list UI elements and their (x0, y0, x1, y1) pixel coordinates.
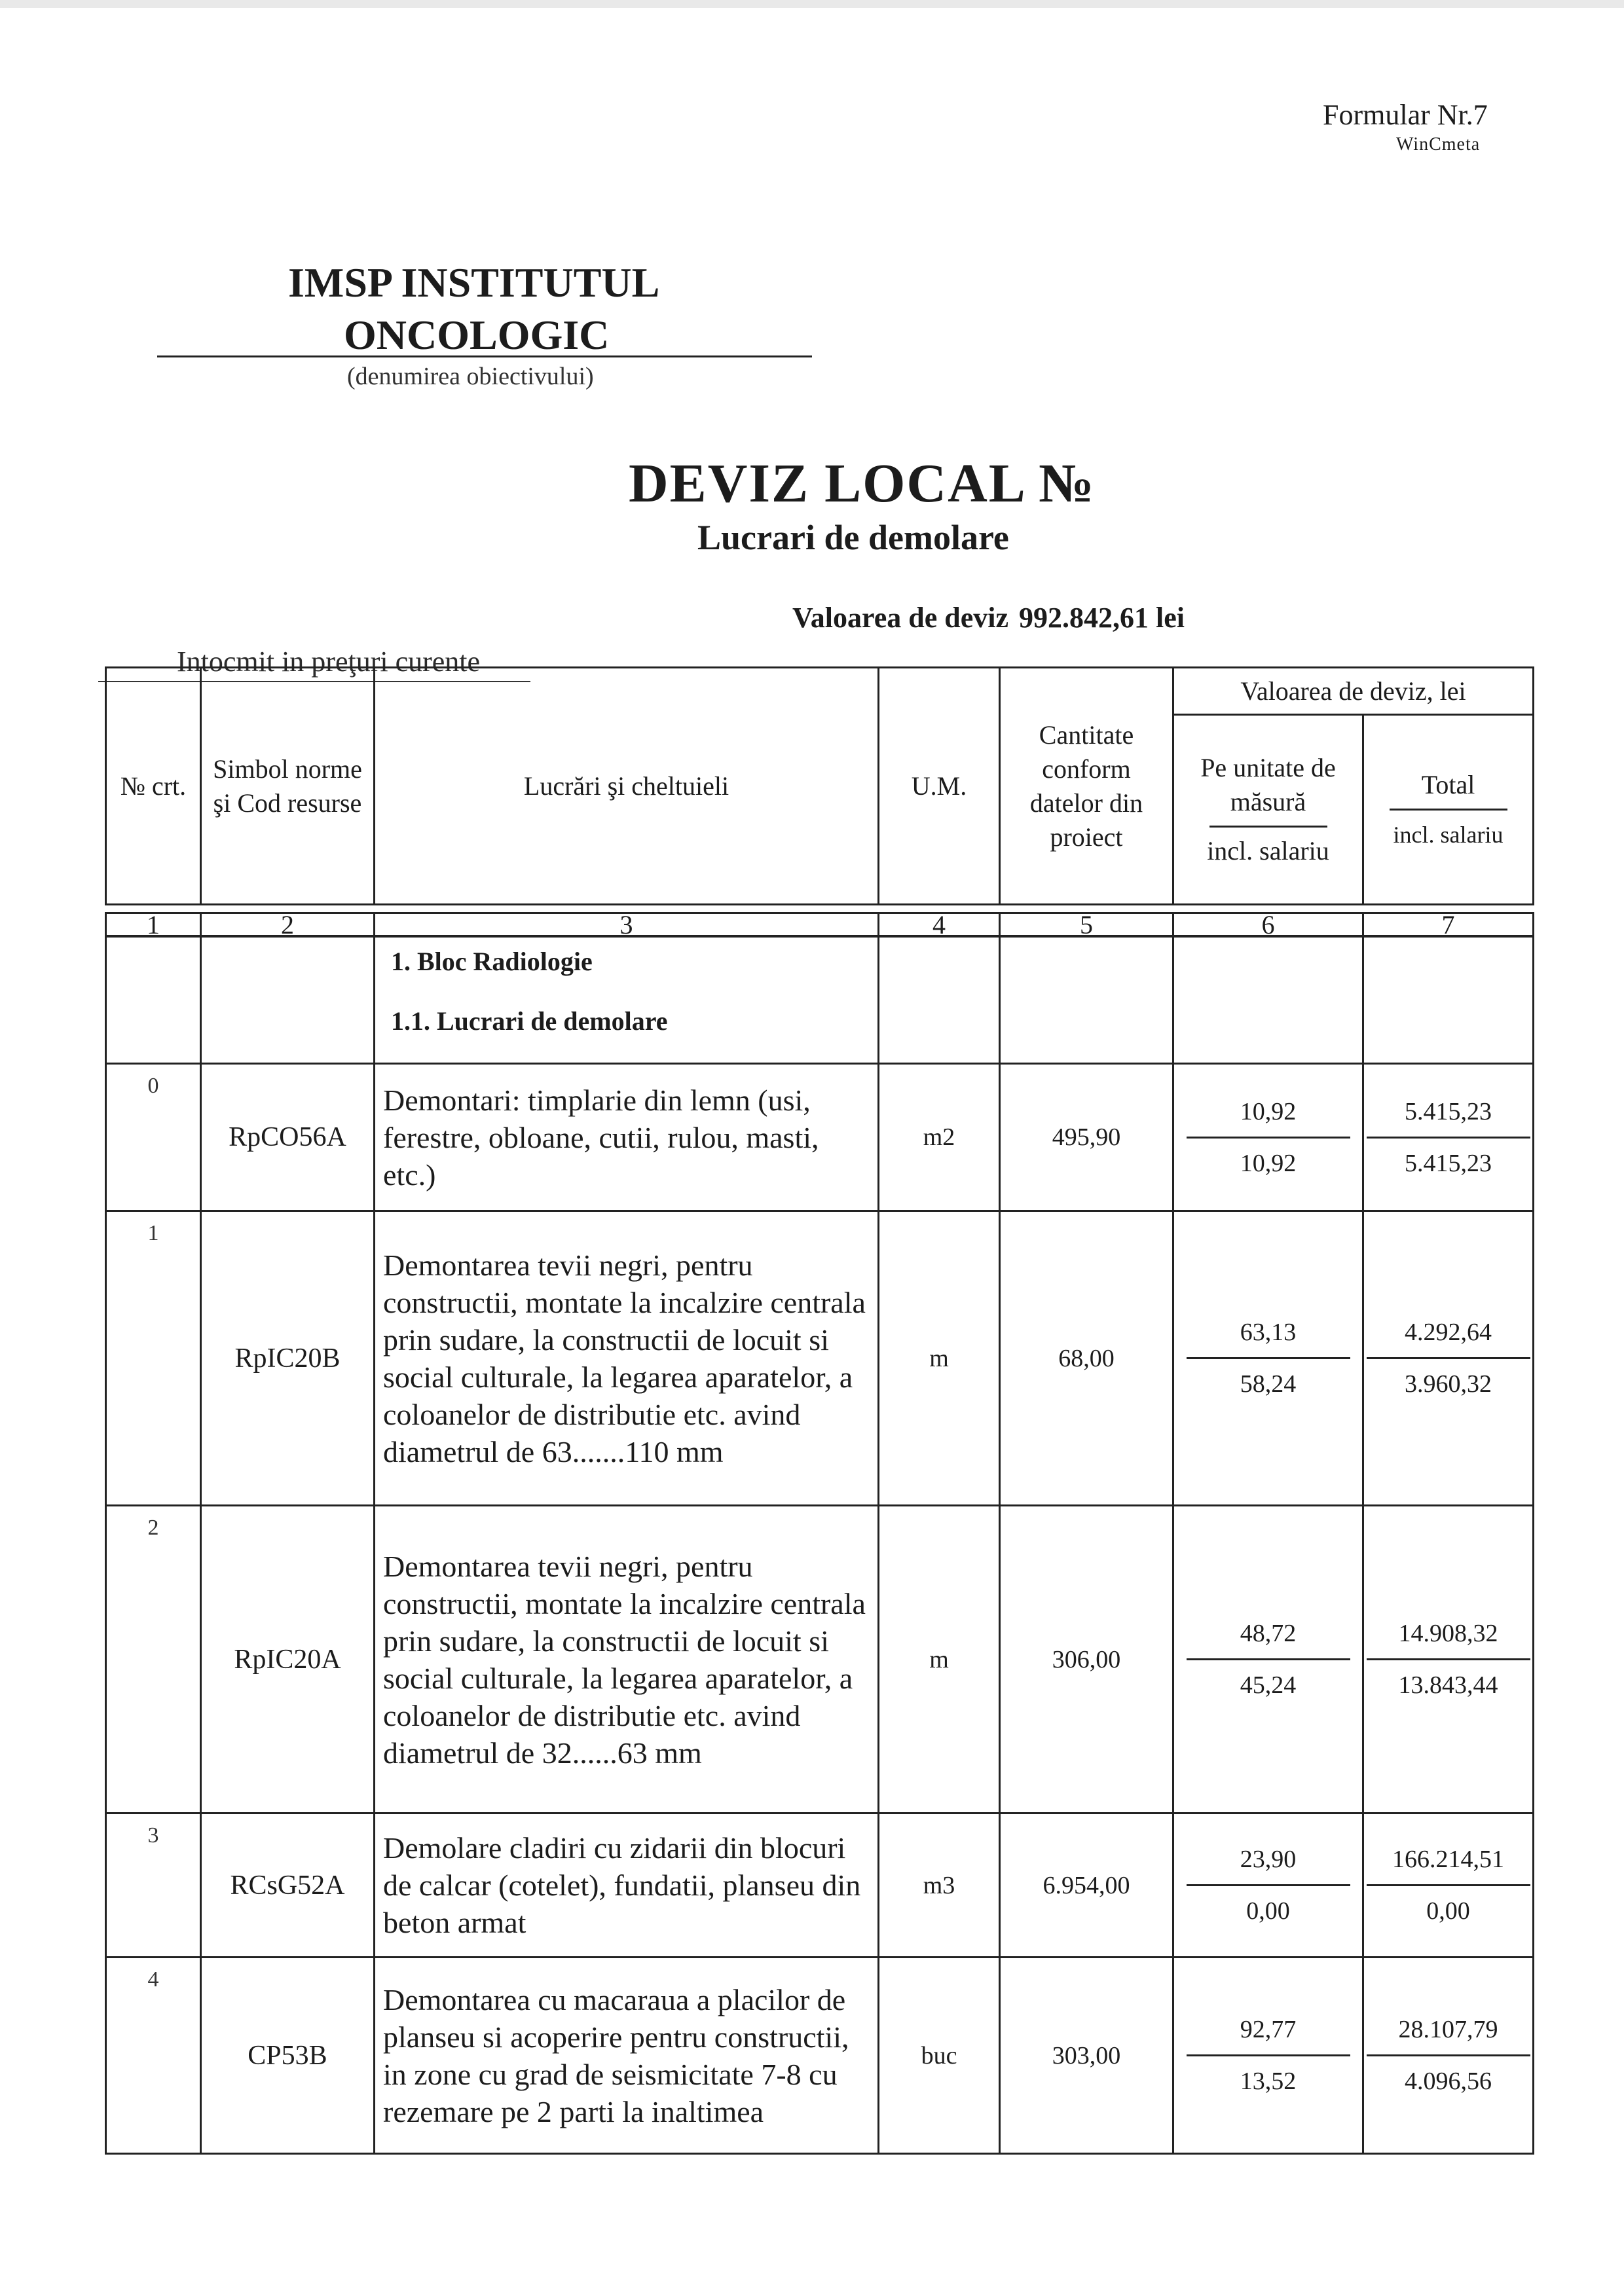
fraction-bar (1367, 1658, 1530, 1660)
total-value: 28.107,79 (1398, 2016, 1498, 2043)
column-number-row (105, 910, 1532, 939)
object-underline (157, 355, 812, 357)
header-symbol: Simbol norme şi Cod resurse (201, 668, 375, 905)
total-value: 166.214,51 (1392, 1846, 1504, 1873)
object-caption: (denumirea obiectivului) (347, 363, 594, 390)
header-total-incl: incl. salariu (1393, 822, 1504, 848)
column-number: 2 (201, 913, 375, 937)
unit-salary: 10,92 (1240, 1149, 1297, 1177)
form-number (1323, 98, 1519, 155)
total-salary: 3.960,32 (1405, 1370, 1492, 1398)
row-description: Demontarea tevii negri, pentru constructii, montate la incalzire centrala prin sudare, la constructii de locuit si social culturale, la legarea aparatelor, a coloanelor de distributie etc. avind diametrul de 32......63 mm (375, 1506, 879, 1813)
fraction-bar (1187, 2054, 1350, 2056)
table-row (106, 1064, 1534, 1211)
row-um: buc (879, 1958, 1000, 2154)
estimate-value (792, 601, 1185, 634)
software-name: WinCmeta (1396, 134, 1481, 155)
row-symbol: RCsG52A (201, 1813, 375, 1958)
row-description: Demontarea cu macaraua a placilor de planseu si acoperire pentru constructii, in zone cu grad de seismicitate 7-8 cu rezemare pe 2 parti la inaltimea (375, 1958, 879, 2154)
row-total-value (1363, 1506, 1534, 1813)
header-unit-incl: incl. salariu (1207, 836, 1329, 866)
unit-salary: 0,00 (1246, 1897, 1290, 1925)
row-unit-value (1173, 1211, 1363, 1506)
row-nr: 3 (106, 1813, 201, 1958)
section-subtitle: 1.1. Lucrari de demolare (391, 1006, 668, 1036)
table-row (106, 1211, 1534, 1506)
unit-salary: 58,24 (1240, 1370, 1297, 1398)
object-name-line1: IMSP INSTITUTUL (288, 259, 660, 306)
unit-value: 63,13 (1240, 1319, 1297, 1346)
unit-salary: 45,24 (1240, 1671, 1297, 1699)
fraction-bar (1367, 1357, 1530, 1359)
row-um: m (879, 1506, 1000, 1813)
total-value: 5.415,23 (1405, 1097, 1492, 1125)
row-unit-value (1173, 1813, 1363, 1958)
prices-note: Intocmit in preţuri curente (177, 646, 481, 678)
unit-salary: 13,52 (1240, 2068, 1297, 2095)
form-title: Formular Nr.7 (1323, 99, 1488, 131)
table-row (106, 1958, 1534, 2154)
header-um: U.M. (879, 668, 1000, 905)
header-quantity: Cantitate conform datelor din proiect (1000, 668, 1173, 905)
header-unit (1173, 715, 1363, 905)
header-value-group: Valoarea de deviz, lei (1173, 668, 1534, 715)
header-total-rule (1390, 809, 1507, 811)
fraction-bar (1367, 1137, 1530, 1139)
row-unit-value (1173, 1958, 1363, 2154)
column-number: 1 (106, 913, 201, 937)
row-um: m3 (879, 1813, 1000, 1958)
row-total-value (1363, 1813, 1534, 1958)
total-salary: 13.843,44 (1398, 1671, 1498, 1699)
row-quantity: 6.954,00 (1000, 1813, 1173, 1958)
row-symbol: CP53B (201, 1958, 375, 2154)
row-quantity: 495,90 (1000, 1064, 1173, 1211)
row-symbol: RpCO56A (201, 1064, 375, 1211)
row-um: m2 (879, 1064, 1000, 1211)
fraction-bar (1187, 1137, 1350, 1139)
fraction-bar (1187, 1658, 1350, 1660)
unit-value: 48,72 (1240, 1620, 1297, 1647)
column-number: 6 (1173, 913, 1363, 937)
row-quantity: 68,00 (1000, 1211, 1173, 1506)
header-total (1363, 715, 1534, 905)
row-description: Demontari: timplarie din lemn (usi, ferestre, obloane, cutii, rulou, masti, etc.) (375, 1064, 879, 1211)
column-number: 3 (375, 913, 879, 937)
row-description: Demolare cladiri cu zidarii din blocuri de calcar (cotelet), fundatii, planseu din beton armat (375, 1813, 879, 1958)
row-quantity: 306,00 (1000, 1506, 1173, 1813)
row-unit-value (1173, 1506, 1363, 1813)
row-total-value (1363, 1064, 1534, 1211)
header-nr: № crt. (106, 668, 201, 905)
header-unit-rule (1209, 826, 1327, 828)
section-heading (375, 936, 879, 1064)
table-header (105, 666, 1534, 905)
row-um: m (879, 1211, 1000, 1506)
unit-value: 92,77 (1240, 2016, 1297, 2043)
row-symbol: RpIC20A (201, 1506, 375, 1813)
unit-value: 10,92 (1240, 1097, 1297, 1125)
table-row (106, 1506, 1534, 1813)
row-nr: 2 (106, 1506, 201, 1813)
row-nr: 1 (106, 1211, 201, 1506)
fraction-bar (1367, 2054, 1530, 2056)
row-nr: 4 (106, 1958, 201, 2154)
fraction-bar (1187, 1884, 1350, 1886)
table-row (106, 1813, 1534, 1958)
row-description: Demontarea tevii negri, pentru constructii, montate la incalzire centrala prin sudare, la constructii de locuit si social culturale, la legarea aparatelor, a coloanelor de distributie etc. avind diametrul de 63.......110 mm (375, 1211, 879, 1506)
column-number: 4 (879, 913, 1000, 937)
header-unit-label: Pe unitate de măsură (1200, 753, 1336, 816)
header-works: Lucrări şi cheltuieli (375, 668, 879, 905)
unit-value: 23,90 (1240, 1846, 1297, 1873)
document-title: DEVIZ LOCAL № (629, 453, 1096, 514)
estimate-table (105, 935, 1534, 2155)
estimate-value-amount: 992.842,61 lei (1018, 602, 1185, 634)
total-value: 4.292,64 (1405, 1319, 1492, 1346)
estimate-value-label: Valoarea de deviz (792, 602, 1008, 634)
row-symbol: RpIC20B (201, 1211, 375, 1506)
fraction-bar (1367, 1884, 1530, 1886)
column-number: 7 (1363, 913, 1534, 937)
row-total-value (1363, 1958, 1534, 2154)
section-row (106, 936, 1534, 1064)
row-quantity: 303,00 (1000, 1958, 1173, 2154)
total-salary: 4.096,56 (1405, 2068, 1492, 2095)
scan-edge (0, 0, 1624, 8)
section-title: 1. Bloc Radiologie (391, 947, 593, 976)
object-name-line2: ONCOLOGIC (344, 312, 610, 358)
header-total-label: Total (1421, 770, 1475, 799)
row-total-value (1363, 1211, 1534, 1506)
row-nr: 0 (106, 1064, 201, 1211)
fraction-bar (1187, 1357, 1350, 1359)
row-unit-value (1173, 1064, 1363, 1211)
total-value: 14.908,32 (1398, 1620, 1498, 1647)
document-subtitle: Lucrari de demolare (697, 518, 1009, 557)
column-number: 5 (1000, 913, 1173, 937)
total-salary: 0,00 (1426, 1897, 1470, 1925)
total-salary: 5.415,23 (1405, 1149, 1492, 1177)
